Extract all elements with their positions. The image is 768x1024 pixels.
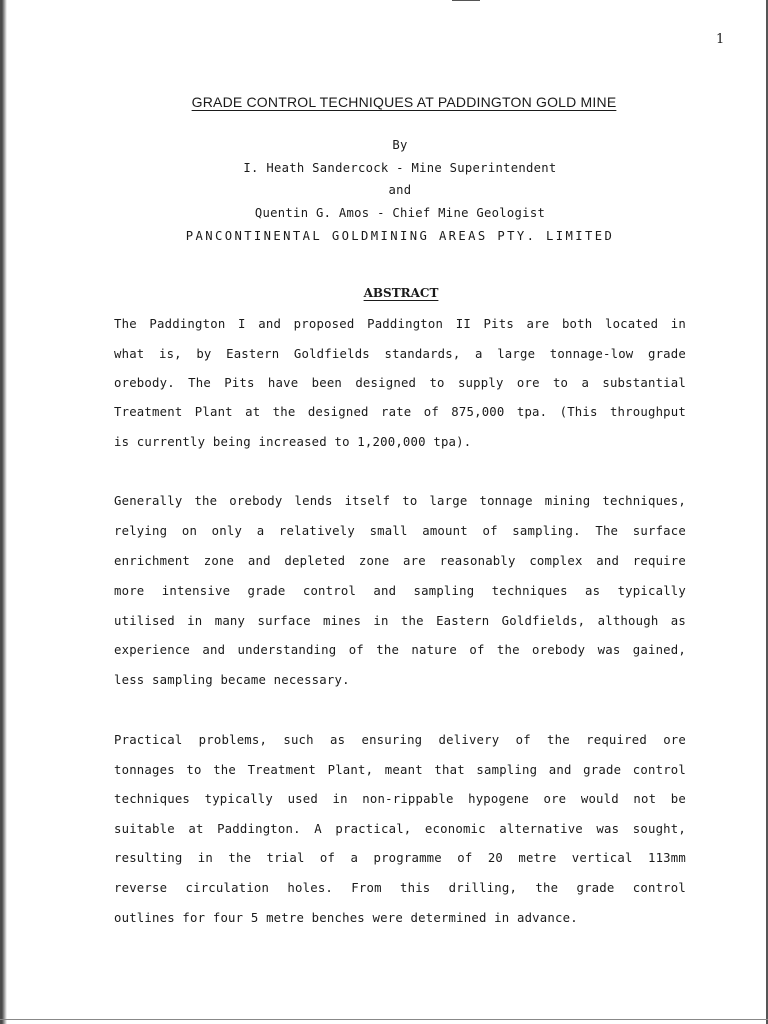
paragraph-line: more intensive grade control and sampling techniques as typically bbox=[114, 584, 686, 598]
page-number: 1 bbox=[716, 32, 725, 47]
paragraph-line: reverse circulation holes. From this drilling, the grade control bbox=[114, 881, 686, 895]
scan-edge-left bbox=[0, 0, 7, 1024]
paragraph-line: utilised in many surface mines in the Eastern Goldfields, although as bbox=[114, 614, 686, 628]
paragraph-line: enrichment zone and depleted zone are reasonably complex and require bbox=[114, 554, 686, 568]
paragraph-line: less sampling became necessary. bbox=[114, 673, 350, 687]
scan-edge-bottom bbox=[0, 1019, 768, 1020]
paragraph-line: experience and understanding of the nature of the orebody was gained, bbox=[114, 643, 686, 657]
abstract-heading bbox=[0, 286, 768, 300]
paragraph-line: relying on only a relatively small amount of sampling. The surface bbox=[114, 524, 686, 538]
byline-and: and bbox=[388, 183, 412, 197]
paragraph-line: orebody. The Pits have been designed to supply ore to a substantial bbox=[114, 376, 686, 390]
scan-edge-top bbox=[452, 0, 480, 1]
author-2: Quentin G. Amos - Chief Mine Geologist bbox=[254, 206, 546, 220]
paragraph-line: tonnages to the Treatment Plant, meant that sampling and grade control bbox=[114, 763, 686, 777]
byline-by: By bbox=[392, 138, 408, 152]
paragraph-line: resulting in the trial of a programme of 20 metre vertical 113mm bbox=[114, 851, 686, 865]
abstract-heading-text: ABSTRACT bbox=[363, 286, 439, 300]
paragraph-line: Practical problems, such as ensuring delivery of the required ore bbox=[114, 733, 686, 747]
paragraph-line: techniques typically used in non-rippable hypogene ore would not be bbox=[114, 792, 686, 806]
paragraph-line: suitable at Paddington. A practical, economic alternative was sought, bbox=[114, 822, 686, 836]
paragraph-line: Treatment Plant at the designed rate of 875,000 tpa. (This throughput bbox=[114, 405, 686, 419]
page-title-text: GRADE CONTROL TECHNIQUES AT PADDINGTON GOLD MINE bbox=[191, 94, 617, 110]
paragraph-line: is currently being increased to 1,200,000 tpa). bbox=[114, 435, 472, 449]
company-name: PANCONTINENTAL GOLDMINING AREAS PTY. LIMITED bbox=[185, 229, 615, 243]
paragraph-line: outlines for four 5 metre benches were determined in advance. bbox=[114, 911, 578, 925]
author-1: I. Heath Sandercock - Mine Superintendent bbox=[243, 161, 557, 175]
paragraph-line: The Paddington I and proposed Paddington II Pits are both located in bbox=[114, 317, 686, 331]
paragraph-line: Generally the orebody lends itself to large tonnage mining techniques, bbox=[114, 494, 686, 508]
page-title bbox=[0, 94, 768, 110]
paragraph-line: what is, by Eastern Goldfields standards, a large tonnage-low grade bbox=[114, 347, 686, 361]
